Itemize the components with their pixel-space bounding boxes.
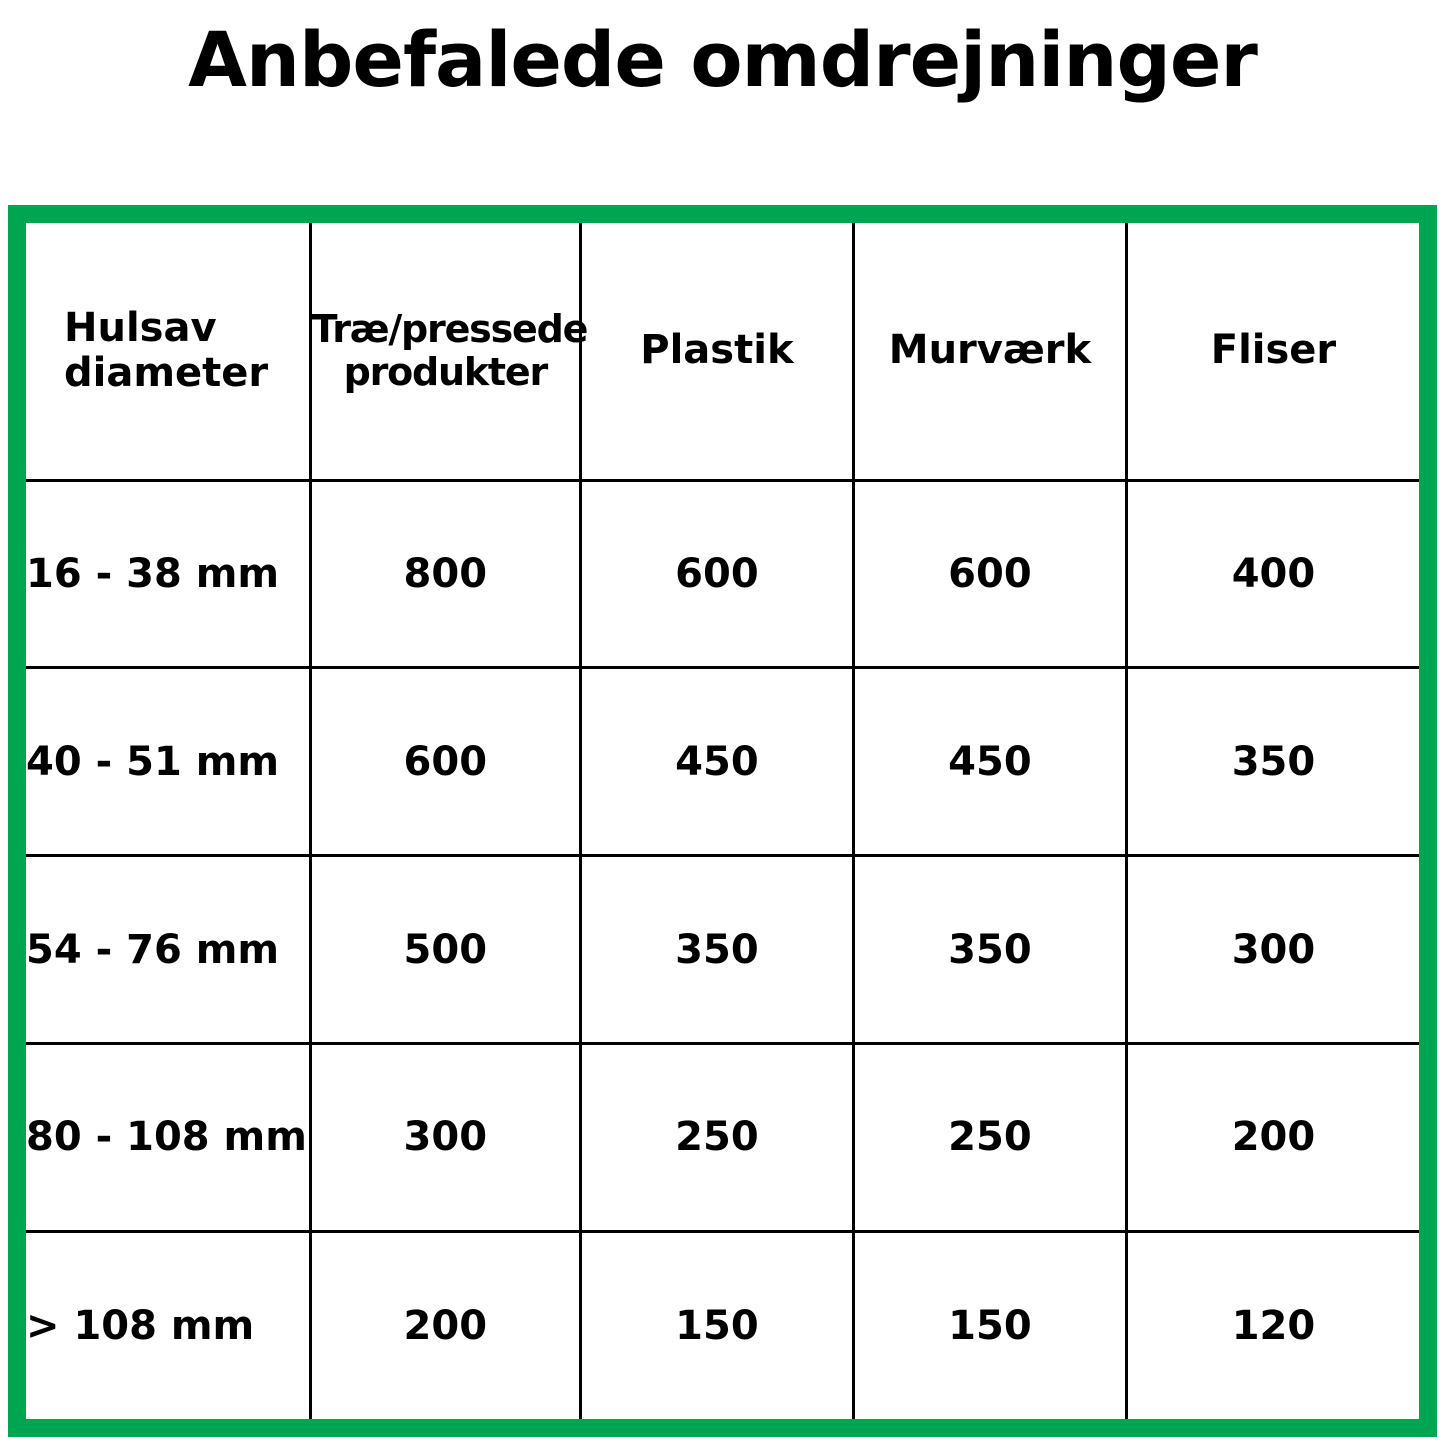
table-row: [26, 668, 1419, 856]
cell-value: 600: [310, 668, 580, 856]
column-header-tiles: Fliser: [1126, 223, 1419, 480]
cell-value: 350: [580, 856, 853, 1044]
table-row: [26, 856, 1419, 1044]
cell-value: 300: [310, 1043, 580, 1231]
column-header-diameter: Hulsav diameter: [26, 223, 310, 480]
column-header-plastic: Plastik: [580, 223, 853, 480]
cell-value: 600: [580, 480, 853, 668]
cell-value: 200: [1126, 1043, 1419, 1231]
cell-value: 300: [1126, 856, 1419, 1044]
column-header-masonry: Murværk: [853, 223, 1126, 480]
cell-value: 250: [853, 1043, 1126, 1231]
cell-value: 600: [853, 480, 1126, 668]
cell-value: 250: [580, 1043, 853, 1231]
cell-value: 450: [580, 668, 853, 856]
table-header-row: [26, 223, 1419, 480]
row-label: 16 - 38 mm: [26, 480, 310, 668]
page-title: Anbefalede omdrejninger: [188, 15, 1257, 104]
column-header-wood: Træ/pressede produkter: [310, 223, 580, 480]
cell-value: 350: [853, 856, 1126, 1044]
row-label: 54 - 76 mm: [26, 856, 310, 1044]
cell-value: 150: [853, 1231, 1126, 1419]
table-frame: [8, 205, 1437, 1437]
table-row: [26, 1043, 1419, 1231]
cell-value: 500: [310, 856, 580, 1044]
cell-value: 120: [1126, 1231, 1419, 1419]
cell-value: 400: [1126, 480, 1419, 668]
cell-value: 800: [310, 480, 580, 668]
cell-value: 150: [580, 1231, 853, 1419]
cell-value: 450: [853, 668, 1126, 856]
table-row: [26, 480, 1419, 668]
row-label: > 108 mm: [26, 1231, 310, 1419]
cell-value: 200: [310, 1231, 580, 1419]
table-row: [26, 1231, 1419, 1419]
cell-value: 350: [1126, 668, 1419, 856]
recommended-speeds-table: [26, 223, 1419, 1419]
row-label: 40 - 51 mm: [26, 668, 310, 856]
row-label: 80 - 108 mm: [26, 1043, 310, 1231]
